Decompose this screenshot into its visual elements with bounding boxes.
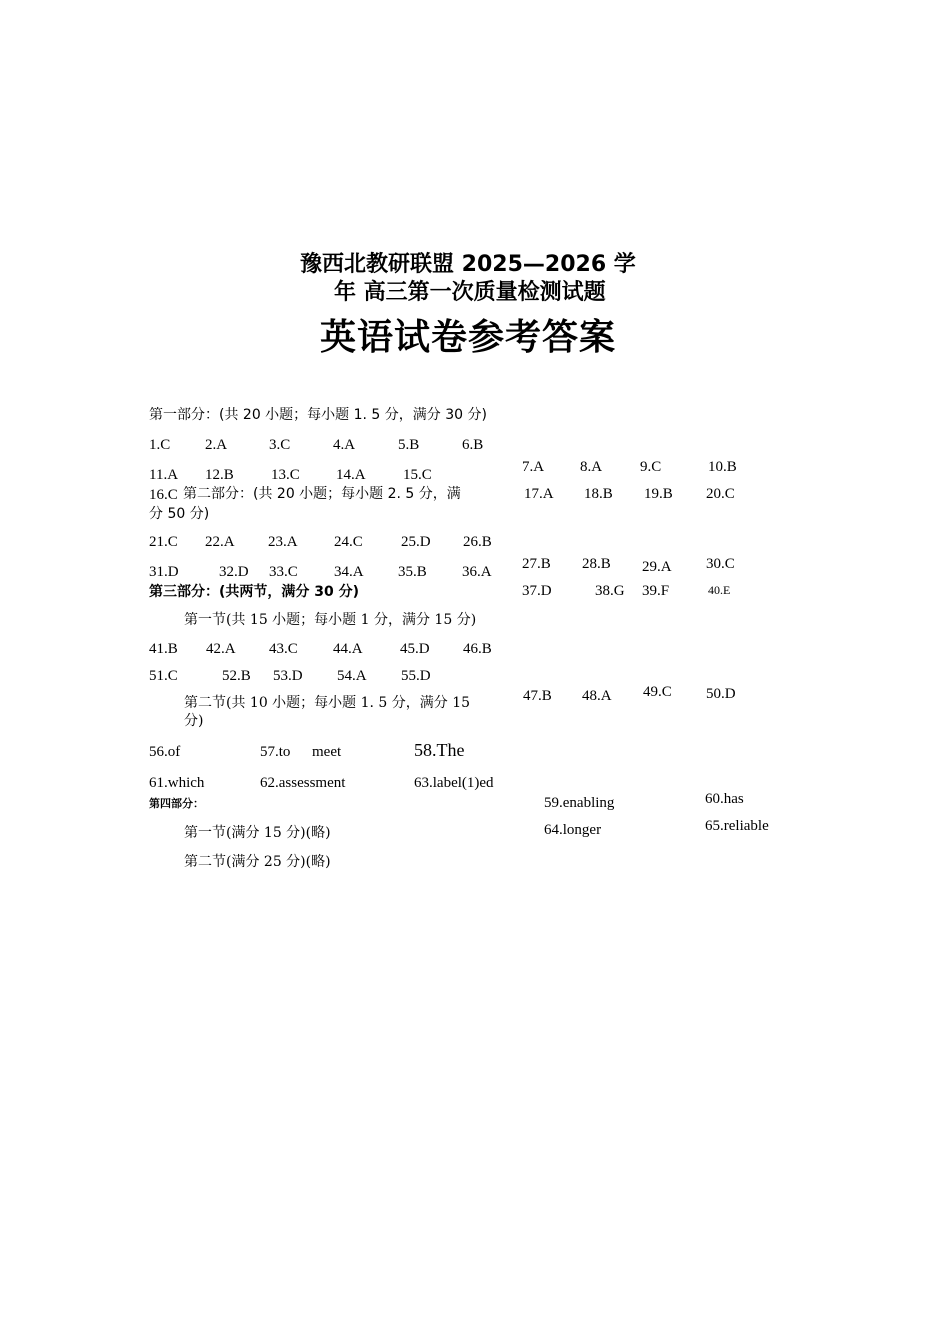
answer-32: 32.D: [219, 564, 249, 580]
answer-38: 38.G: [595, 583, 625, 599]
answer-43: 43.C: [269, 641, 298, 657]
answer-11: 11.A: [149, 467, 179, 483]
answer-2: 2.A: [205, 437, 228, 453]
part4-section1: 第一节(满分 15 分)(略): [184, 825, 331, 841]
title-line-2: 年 高三第一次质量检测试题: [334, 280, 606, 305]
answer-41: 41.B: [149, 641, 178, 657]
answer-54: 54.A: [337, 668, 367, 684]
answer-9: 9.C: [640, 459, 662, 475]
answer-63: 63.label(1)ed: [414, 775, 494, 791]
title-line-1: 豫西北教研联盟 2025—2026 学: [300, 252, 636, 277]
answer-58: 58.The: [414, 740, 465, 760]
part3-section2-header: 第二节(共 10 小题；每小题 1. 5 分，满分 15: [184, 695, 471, 711]
answer-39: 39.F: [642, 583, 670, 599]
answer-53: 53.D: [273, 668, 303, 684]
answer-14: 14.A: [336, 467, 366, 483]
answer-29: 29.A: [642, 559, 672, 575]
answer-56: 56.of: [149, 744, 181, 760]
answer-18: 18.B: [584, 486, 613, 502]
answer-27: 27.B: [522, 556, 551, 572]
answer-19: 19.B: [644, 486, 673, 502]
answer-17: 17.A: [524, 486, 554, 502]
answer-8: 8.A: [580, 459, 603, 475]
answer-59: 59.enabling: [544, 795, 615, 811]
answer-57-cont: meet: [312, 744, 342, 760]
answer-46: 46.B: [463, 641, 492, 657]
part3-section1-header: 第一节(共 15 小题；每小题 1 分，满分 15 分): [184, 612, 477, 628]
answer-7: 7.A: [522, 459, 545, 475]
answer-34: 34.A: [334, 564, 364, 580]
answer-65: 65.reliable: [705, 818, 769, 834]
part3-section2-header-cont: 分): [184, 713, 204, 729]
answer-33: 33.C: [269, 564, 298, 580]
answer-25: 25.D: [401, 534, 431, 550]
answer-4: 4.A: [333, 437, 356, 453]
answer-47: 47.B: [523, 688, 552, 704]
answer-51: 51.C: [149, 668, 178, 684]
answer-50: 50.D: [706, 686, 736, 702]
answer-10: 10.B: [708, 459, 737, 475]
answer-15: 15.C: [403, 467, 432, 483]
answer-31: 31.D: [149, 564, 179, 580]
answer-55: 55.D: [401, 668, 431, 684]
answer-37: 37.D: [522, 583, 552, 599]
answer-61: 61.which: [149, 775, 205, 791]
answer-22: 22.A: [205, 534, 235, 550]
part3-header: 第三部分：(共两节，满分 30 分): [149, 584, 360, 600]
answer-40: 40.E: [708, 583, 731, 597]
answer-48: 48.A: [582, 688, 612, 704]
part2-header: 第二部分：(共 20 小题；每小题 2. 5 分，满: [183, 486, 461, 502]
answer-26: 26.B: [463, 534, 492, 550]
answer-60: 60.has: [705, 791, 744, 807]
answer-62: 62.assessment: [260, 775, 346, 791]
answer-6: 6.B: [462, 437, 484, 453]
answer-3: 3.C: [269, 437, 291, 453]
answer-49: 49.C: [643, 684, 672, 700]
part4-header: 第四部分：: [149, 797, 204, 810]
answer-35: 35.B: [398, 564, 427, 580]
answer-16: 16.C: [149, 487, 178, 503]
answer-42: 42.A: [206, 641, 236, 657]
answer-5: 5.B: [398, 437, 420, 453]
answer-12: 12.B: [205, 467, 234, 483]
part1-header: 第一部分：(共 20 小题；每小题 1. 5 分，满分 30 分): [149, 407, 487, 423]
answer-20: 20.C: [706, 486, 735, 502]
answer-13: 13.C: [271, 467, 300, 483]
answer-1: 1.C: [149, 437, 171, 453]
answer-21: 21.C: [149, 534, 178, 550]
answer-23: 23.A: [268, 534, 298, 550]
answer-57: 57.to: [260, 744, 291, 760]
part4-section2: 第二节(满分 25 分)(略): [184, 854, 331, 870]
answer-30: 30.C: [706, 556, 735, 572]
answer-45: 45.D: [400, 641, 430, 657]
answer-24: 24.C: [334, 534, 363, 550]
answer-52: 52.B: [222, 668, 251, 684]
page-title: 英语试卷参考答案: [320, 316, 617, 358]
answer-28: 28.B: [582, 556, 611, 572]
answer-44: 44.A: [333, 641, 363, 657]
answer-64: 64.longer: [544, 822, 602, 838]
answer-36: 36.A: [462, 564, 492, 580]
part2-header-cont: 分 50 分): [149, 506, 210, 522]
